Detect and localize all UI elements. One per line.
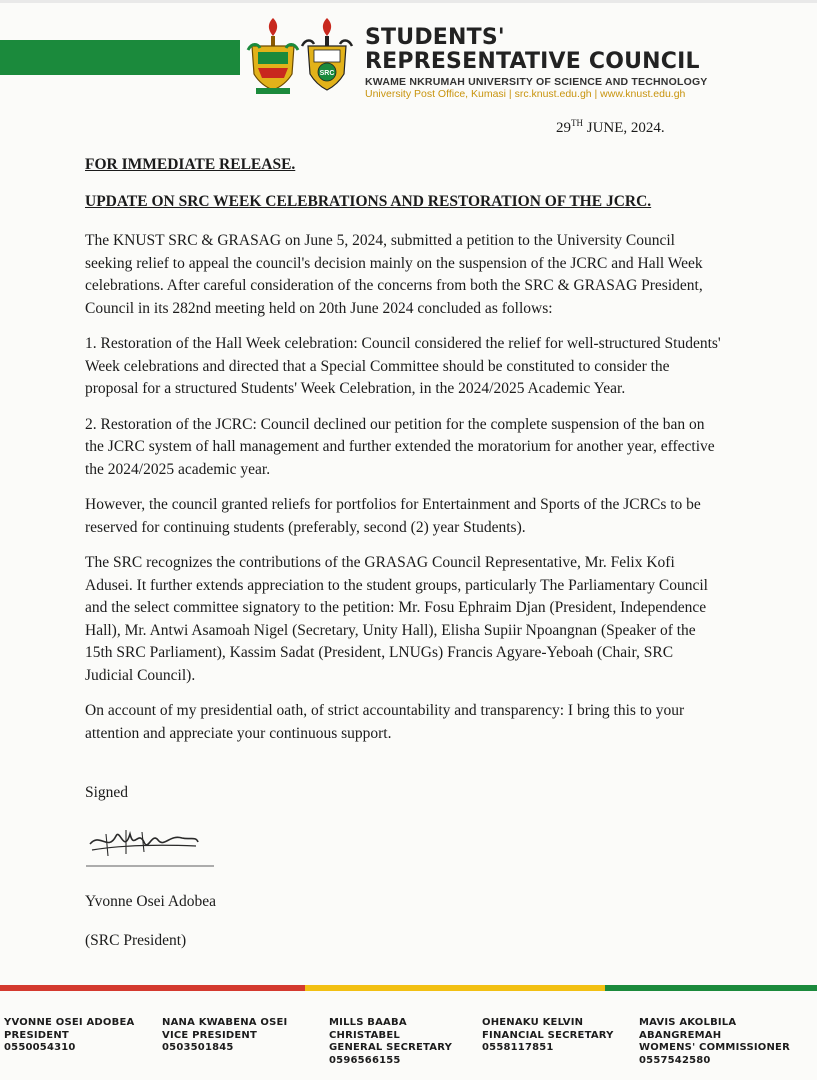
signed-label: Signed <box>85 784 129 801</box>
contact-line: PRESIDENT <box>4 1029 69 1041</box>
top-divider <box>0 0 817 3</box>
paragraph: 1. Restoration of the Hall Week celebration: Council considered the relief for well-structured Students' Week celebrations and directed that a Special Committee should be constituted to consider the proposal for a structured Students' Week Celebration, in the 2024/2025 Academic Year. <box>85 335 721 397</box>
contact-line: 0503501845 <box>162 1042 234 1053</box>
subject-heading: UPDATE ON SRC WEEK CELEBRATIONS AND RESTORATION OF THE JCRC. <box>85 193 652 210</box>
footer-color-bar <box>0 985 817 991</box>
contact-line: WOMENS' COMMISSIONER <box>639 1042 790 1053</box>
knust-crest-logo <box>246 16 300 96</box>
footer-bar-yellow <box>305 985 605 991</box>
contact-president <box>4 1017 134 1055</box>
src-crest-logo <box>300 16 354 96</box>
paragraph: On account of my presidential oath, of strict accountability and transparency: I bring this to your attention and appreciate your continuous support. <box>85 702 685 742</box>
address-line: University Post Office, Kumasi | src.knust.edu.gh | www.knust.edu.gh <box>365 88 686 100</box>
release-heading: FOR IMMEDIATE RELEASE. <box>85 156 296 173</box>
date-day: 29 <box>556 120 571 136</box>
contact-line: GENERAL SECRETARY <box>329 1042 453 1053</box>
footer-bar-red <box>0 985 305 991</box>
org-name-line2: REPRESENTATIVE COUNCIL <box>365 49 700 74</box>
contact-line: YVONNE OSEI ADOBEA <box>4 1017 135 1028</box>
contact-vice-president <box>162 1017 287 1055</box>
signatory-title: (SRC President) <box>85 932 187 949</box>
date-suffix: TH <box>571 118 583 128</box>
footer-bar-green <box>605 985 817 991</box>
contact-womens-commissioner <box>639 1017 790 1067</box>
date-rest: JUNE, 2024. <box>583 120 665 136</box>
contact-line: 0558117851 <box>482 1042 554 1053</box>
signatory-name: Yvonne Osei Adobea <box>85 893 217 910</box>
contact-line: ABANGREMAH <box>639 1029 722 1041</box>
handwritten-signature <box>86 822 216 868</box>
paragraph: The SRC recognizes the contributions of the GRASAG Council Representative, Mr. Felix Kofi Adusei. It further extends appreciation to the student groups, particularly The Parliamentary Council and the select committee signatory to the petition: Mr. Fosu Ephraim Djan (President, Independence Hall), Mr. Antwi Asamoah Nigel (Secretary, Unity Hall), Elisha Supiir Npoangnan (Speaker of the 15th SRC Parliament), Kassim Sadat (President, LNUGs) Francis Agyare-Yeboah (Chair, SRC Judicial Council). <box>85 554 708 684</box>
contact-line: FINANCIAL SECRETARY <box>482 1029 614 1041</box>
letterhead <box>365 26 708 100</box>
contact-line: CHRISTABEL <box>329 1029 400 1041</box>
contact-line: 0557542580 <box>639 1054 711 1066</box>
letter-body <box>85 230 725 758</box>
university-name: KWAME NKRUMAH UNIVERSITY OF SCIENCE AND TECHNOLOGY <box>365 76 708 88</box>
paragraph: 2. Restoration of the JCRC: Council declined our petition for the complete suspension of the ban on the JCRC system of hall management and further extended the moratorium for another year, effective the 2024/2025 academic year. <box>85 415 715 478</box>
contact-financial-secretary <box>482 1017 614 1055</box>
paragraph: The KNUST SRC & GRASAG on June 5, 2024, submitted a petition to the University Council seeking relief to appeal the council's decision mainly on the suspension of the JCRC and Hall Week celebrations. After careful consideration of the concerns from both the SRC & GRASAG President, Council in its 282nd meeting held on 20th June 2024 concluded as follows: <box>85 232 703 317</box>
contact-line: 0596566155 <box>329 1054 401 1066</box>
contact-line: MAVIS AKOLBILA <box>639 1017 737 1028</box>
header-green-bar <box>0 40 240 75</box>
contact-line: OHENAKU KELVIN <box>482 1017 584 1028</box>
contact-line: NANA KWABENA OSEI <box>162 1017 288 1028</box>
letter-date <box>556 118 665 137</box>
org-name-line1: STUDENTS' <box>365 25 505 50</box>
contact-line: MILLS BAABA <box>329 1017 407 1028</box>
paragraph: However, the council granted reliefs for portfolios for Entertainment and Sports of the JCRCs to be reserved for continuing students (preferably, second (2) year Students). <box>85 496 701 536</box>
src-crest-text: SRC <box>319 70 335 77</box>
contact-line: 0550054310 <box>4 1042 76 1053</box>
contact-general-secretary <box>329 1017 452 1067</box>
contact-line: VICE PRESIDENT <box>162 1029 258 1041</box>
